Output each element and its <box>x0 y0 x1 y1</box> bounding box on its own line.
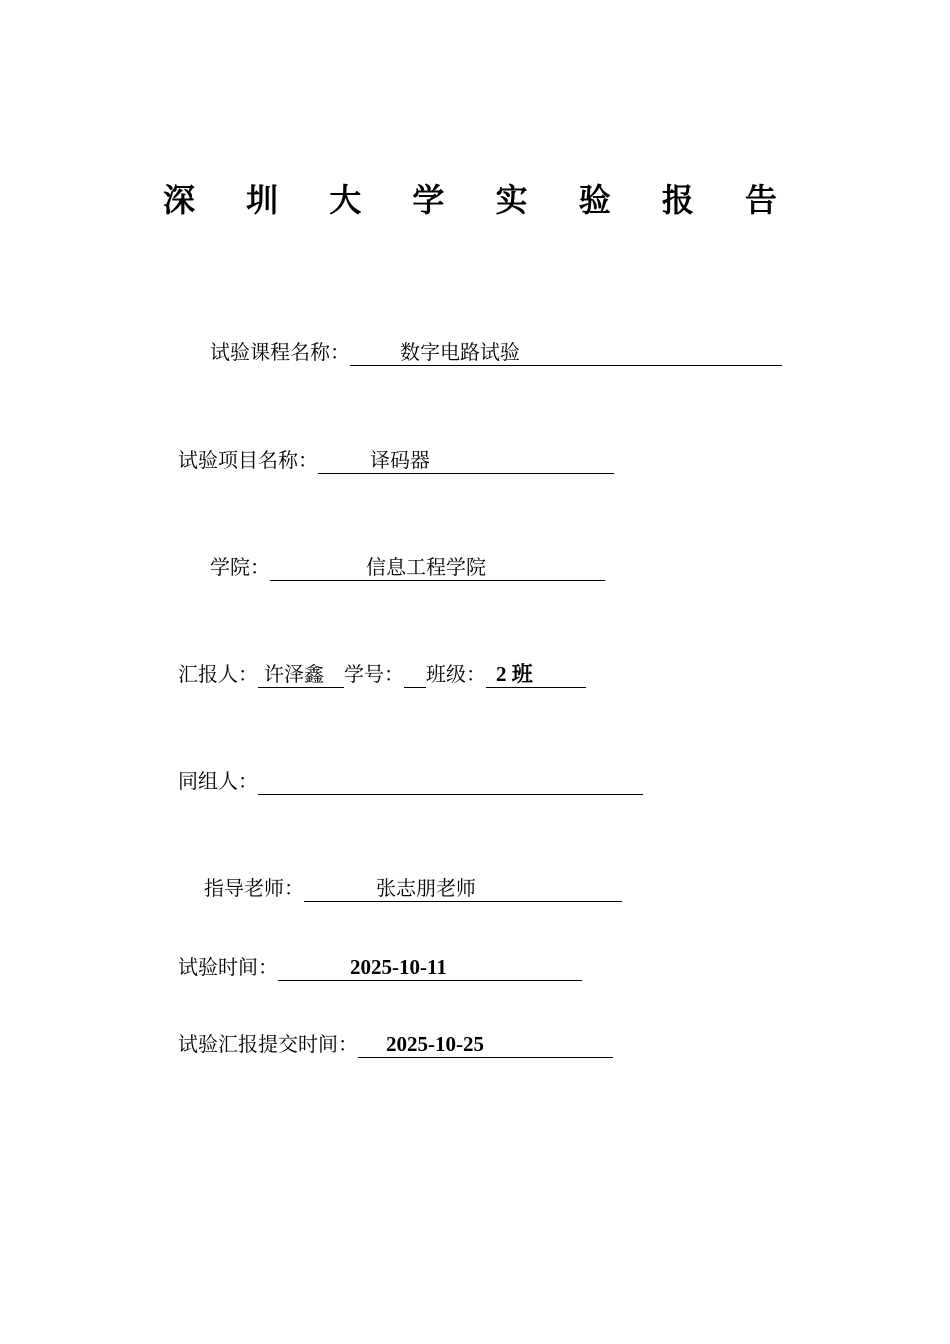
college-label: 学院： <box>210 555 270 579</box>
group-label: 同组人： <box>178 769 258 793</box>
advisor-row <box>204 874 622 902</box>
exp-time-label: 试验时间： <box>178 955 278 979</box>
advisor-value: 张志朋老师 <box>376 876 476 900</box>
college-row <box>210 553 605 581</box>
college-blank <box>270 553 605 581</box>
submit-time-row <box>178 1030 613 1058</box>
advisor-label: 指导老师： <box>204 876 304 900</box>
project-value: 译码器 <box>370 448 430 472</box>
exp-time-value: 2025-10-11 <box>350 955 447 979</box>
submit-time-blank <box>358 1030 613 1058</box>
group-row <box>178 767 643 795</box>
project-blank <box>318 446 614 474</box>
class-value: 2 班 <box>496 662 533 686</box>
course-row <box>210 338 782 366</box>
reporter-row <box>178 660 586 688</box>
submit-time-value: 2025-10-25 <box>386 1032 484 1056</box>
course-value: 数字电路试验 <box>400 340 520 364</box>
exp-time-blank <box>278 953 582 981</box>
course-blank <box>350 338 782 366</box>
class-label: 班级： <box>426 662 486 686</box>
reporter-value: 许泽鑫 <box>264 662 324 686</box>
submit-time-label: 试验汇报提交时间： <box>178 1032 358 1056</box>
report-title: 深 圳 大 学 实 验 报 告 <box>163 181 797 219</box>
reporter-label: 汇报人： <box>178 662 258 686</box>
student-id-label: 学号： <box>344 662 404 686</box>
college-value: 信息工程学院 <box>366 555 486 579</box>
student-id-blank <box>404 660 426 688</box>
reporter-blank <box>258 660 344 688</box>
exp-time-row <box>178 953 582 981</box>
course-label: 试验课程名称： <box>210 340 350 364</box>
project-row <box>178 446 614 474</box>
project-label: 试验项目名称： <box>178 448 318 472</box>
class-blank <box>486 660 586 688</box>
advisor-blank <box>304 874 622 902</box>
group-blank <box>258 767 643 795</box>
